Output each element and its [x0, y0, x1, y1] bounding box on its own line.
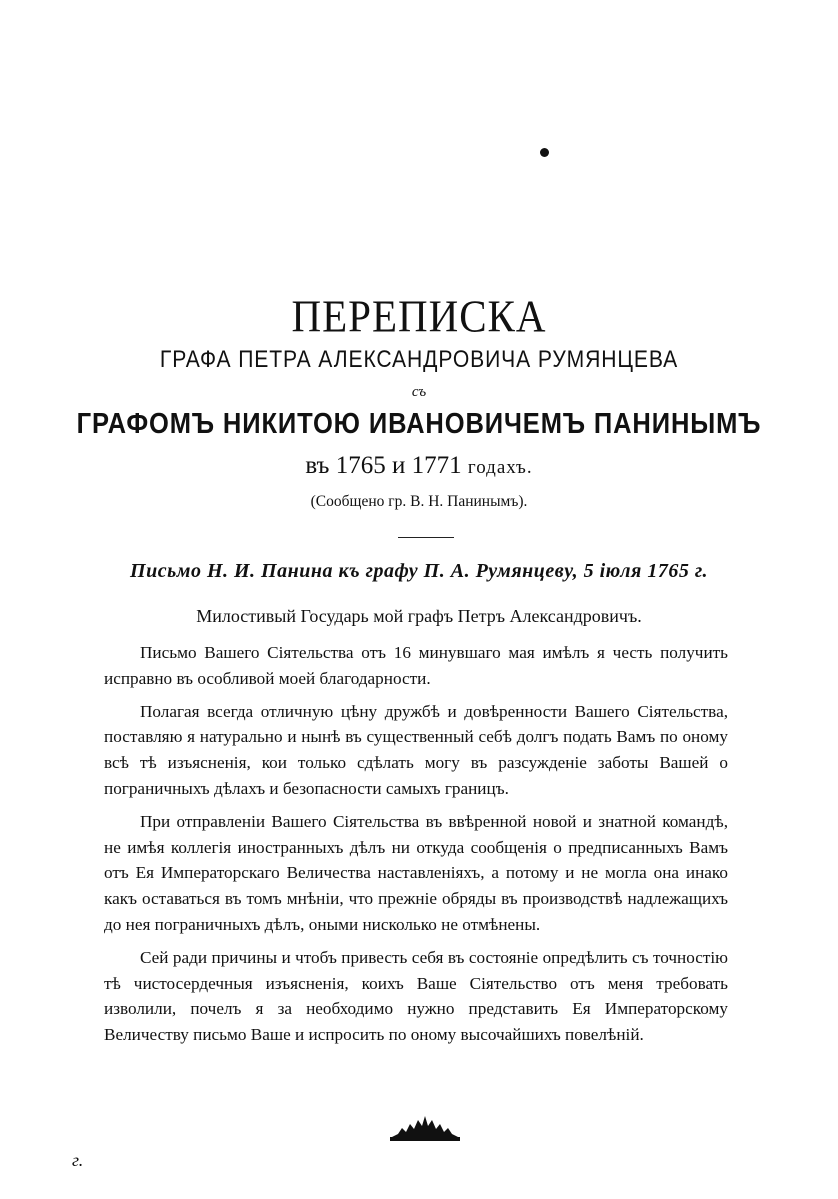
subtitle-conjunction: съ — [411, 384, 427, 400]
subtitle-author: ГРАФА ПЕТРА АЛЕКСАНДРОВИЧА РУМЯНЦЕВА — [159, 346, 679, 373]
section-divider — [398, 537, 454, 538]
years-prefix: въ 1765 и 1771 — [305, 452, 462, 479]
document-title: ПЕРЕПИСКА — [291, 290, 547, 342]
salutation: Милостивый Государь мой графъ Петръ Александровичъ. — [196, 606, 642, 626]
paragraph: Письмо Вашего Сіятельства отъ 16 минувшаго мая имѣлъ я честь получить исправно въ особливой моей благодарности. — [104, 643, 728, 688]
subtitle-recipient: ГРАФОМЪ НИКИТОЮ ИВАНОВИЧЕМЪ ПАНИНЫМЪ — [76, 408, 762, 440]
ornament-icon — [388, 1112, 462, 1142]
paragraph: При отправленіи Вашего Сіятельства въ ввѣренной новой и знатной командѣ, не имѣя коллегія иностранныхъ дѣлъ ни откуда сообщенія о предписанныхъ Вамъ отъ Ея Императорскаго Величества наставленіяхъ, а потому и не могла она инако какъ оставаться въ томъ мнѣніи, что прежніе обряды въ производствѣ надлежащихъ до нея пограничныхъ дѣлъ, оными нисколько не отмѣнены. — [104, 811, 728, 934]
subtitle-years — [0, 452, 838, 480]
ink-dot — [540, 148, 549, 157]
years-suffix: годахъ. — [467, 457, 533, 478]
letter-heading: Письмо Н. И. Панина къ графу П. А. Румянцеву, 5 іюля 1765 г. — [130, 560, 708, 582]
paragraph: Сей ради причины и чтобъ привесть себя въ состояніе опредѣлить съ точностію тѣ чистосердечныя изъясненія, коихъ Ваше Сіятельство отъ меня требовать изволили, почелъ я за необходимо нужно представить Ея Императорскому Величеству письмо Ваше и испросить по оному высочайшихъ повелѣній. — [104, 947, 728, 1045]
letter-body — [104, 640, 728, 1048]
source-note: (Сообщено гр. В. Н. Панинымъ). — [310, 493, 528, 510]
corner-mark: г. — [72, 1150, 84, 1170]
paragraph: Полагая всегда отличную цѣну дружбѣ и довѣренности Вашего Сіятельства, поставляю я натурально и нынѣ въ существенный себѣ долгъ подать Вамъ по оному всѣ тѣ изъясненія, кои только сдѣлать могу въ разсужденіе заботы Вашей о пограничныхъ дѣлахъ и безопасности самыхъ границъ. — [104, 701, 728, 798]
